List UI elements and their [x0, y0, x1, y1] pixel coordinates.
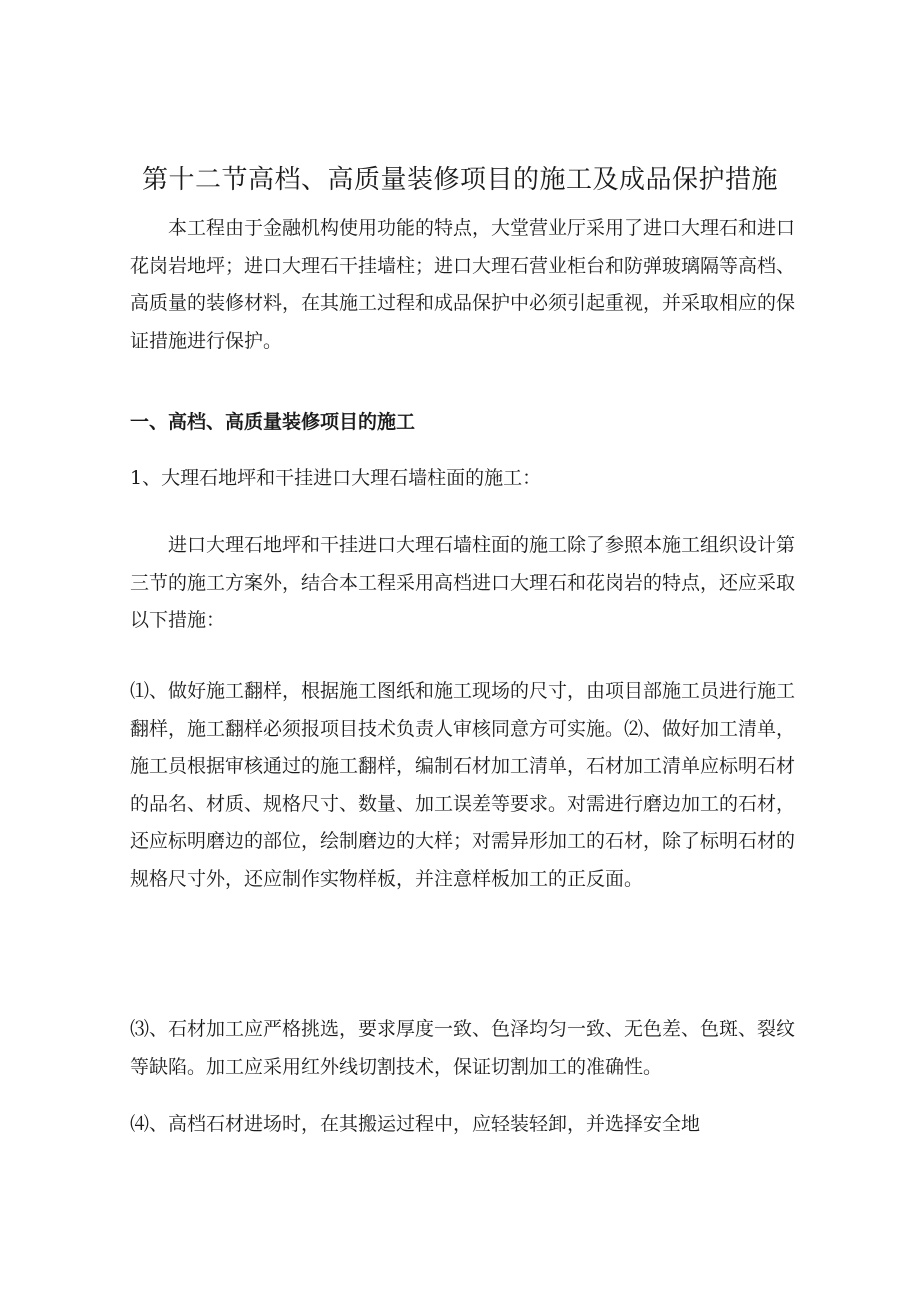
section-heading: 一、高档、高质量装修项目的施工	[130, 411, 416, 433]
list-item-4: ⑷、高档石材进场时，在其搬运过程中，应轻装轻卸，并选择安全地	[130, 1113, 701, 1135]
subsection-heading: 1、大理石地坪和干挂进口大理石墙柱面的施工：	[130, 467, 542, 489]
list-item-3: ⑶、石材加工应严格挑选，要求厚度一致、色泽均匀一致、无色差、色斑、裂纹等缺陷。加工应采用红外线切割技术，保证切割加工的准确性。	[130, 1018, 796, 1078]
intro-paragraph: 本工程由于金融机构使用功能的特点，大堂营业厅采用了进口大理石和进口花岗岩地坪；进口大理石干挂墙柱；进口大理石营业柜台和防弹玻璃隔等高档、高质量的装修材料，在其施工过程和成品保护中必须引起重视，并采取相应的保证措施进行保护。	[130, 217, 796, 352]
list-item-1-2: ⑴、做好施工翻样，根据施工图纸和施工现场的尺寸，由项目部施工员进行施工翻样，施工翻样必须报项目技术负责人审核同意方可实施。⑵、做好加工清单，施工员根据审核通过的施工翻样，编制石材加工清单，石材加工清单应标明石材的品名、材质、规格尺寸、数量、加工误差等要求。对需进行磨边加工的石材，还应标明磨边的部位，绘制磨边的大样；对需异形加工的石材，除了标明石材的规格尺寸外，还应制作实物样板，并注意样板加工的正反面。	[130, 680, 796, 890]
measures-paragraph: 进口大理石地坪和干挂进口大理石墙柱面的施工除了参照本施工组织设计第三节的施工方案外，结合本工程采用高档进口大理石和花岗岩的特点，还应采取以下措施：	[130, 534, 796, 631]
page-title: 第十二节高档、高质量装修项目的施工及成品保护措施	[141, 165, 778, 195]
